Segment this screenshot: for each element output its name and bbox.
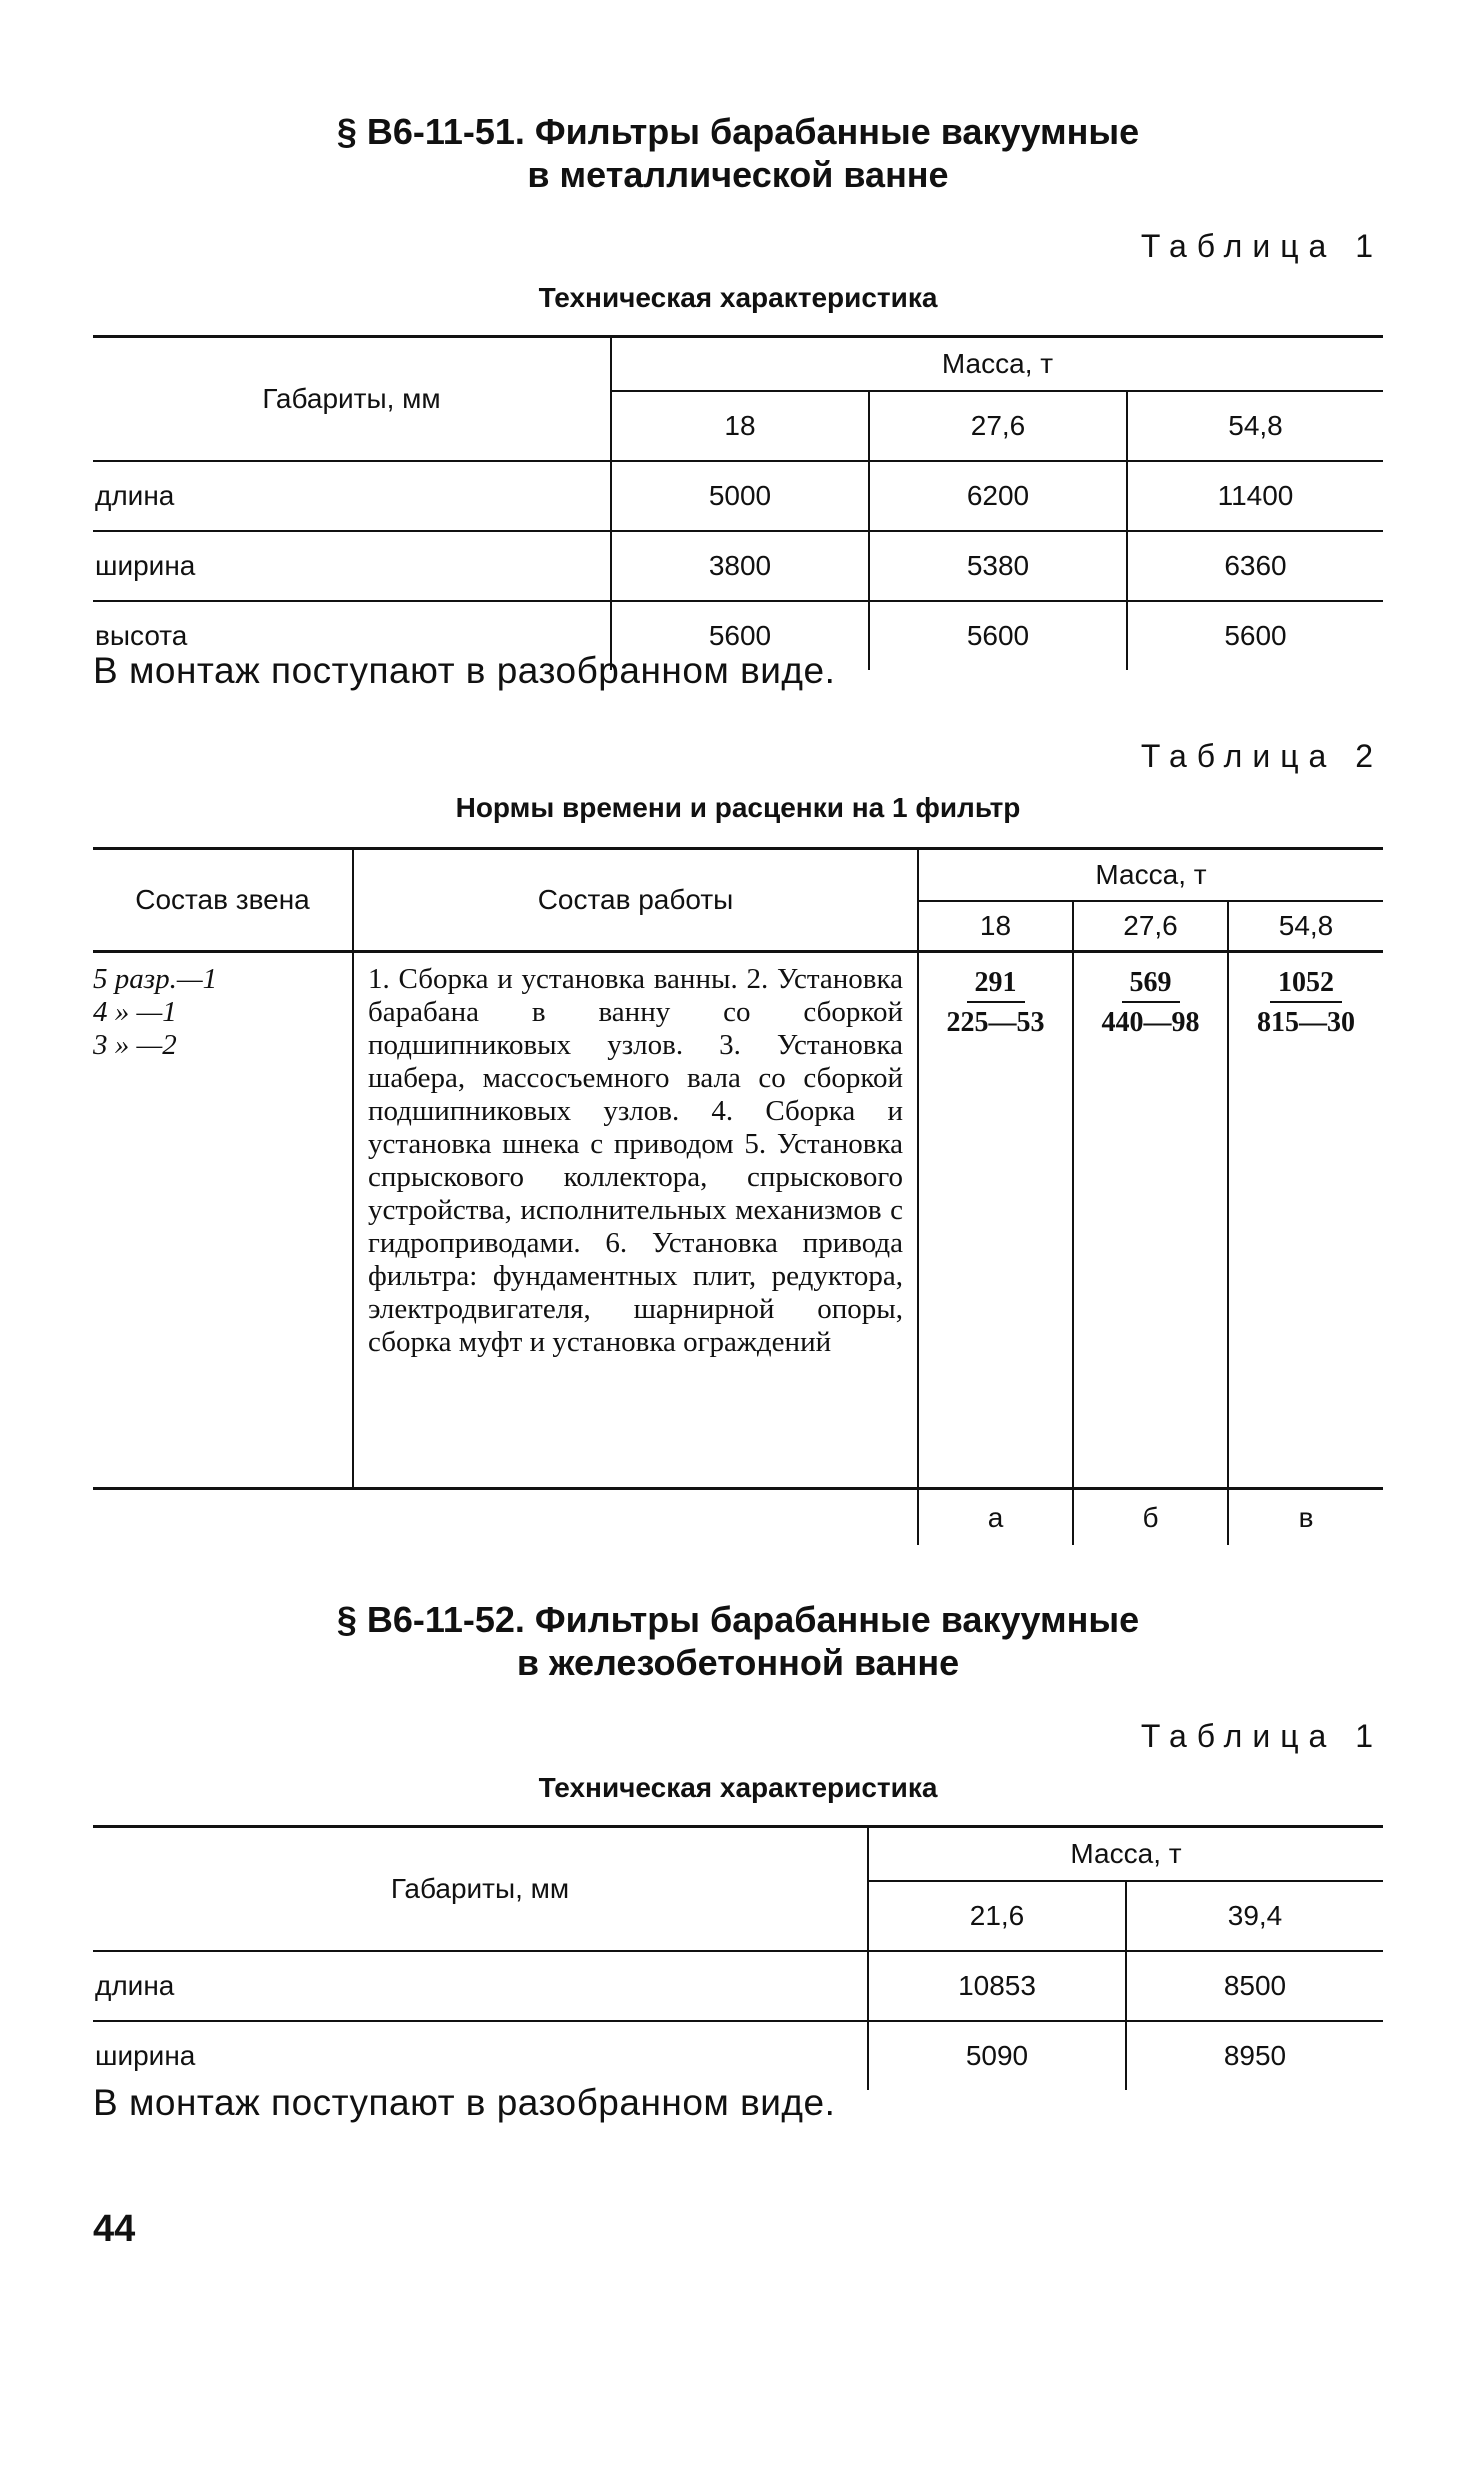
price-rate: 815—30 — [1257, 1007, 1355, 1038]
empty-cell — [93, 1489, 353, 1546]
table-row — [93, 461, 1383, 531]
row-label: длина — [93, 461, 611, 531]
page-number: 44 — [93, 2208, 136, 2250]
crew-line: 4 » —1 — [93, 996, 177, 1028]
table-row — [93, 1951, 1383, 2021]
section-title — [93, 110, 1383, 196]
norm-rate-cell — [1228, 952, 1383, 1489]
mass-header: Масса, т — [611, 337, 1383, 392]
cell-value: 5600 — [869, 601, 1127, 670]
mass-col-header: 39,4 — [1126, 1881, 1383, 1951]
column-index: б — [1073, 1489, 1228, 1546]
table-number: Таблица 1 — [1140, 1718, 1383, 1754]
cell-value: 11400 — [1127, 461, 1383, 531]
section-title — [93, 1598, 1383, 1684]
cell-value: 8950 — [1223, 2040, 1287, 2071]
table-row — [93, 531, 1383, 601]
tech-spec-table — [93, 1825, 1383, 2090]
cell-value: 6360 — [1127, 531, 1383, 601]
mass-header: Масса, т — [918, 849, 1383, 902]
cell-value: 6200 — [869, 461, 1127, 531]
row-label: высота — [93, 601, 611, 670]
cell-value: 5600 — [611, 601, 869, 670]
column-index: в — [1298, 1501, 1314, 1533]
table-number: Таблица 2 — [1140, 738, 1383, 774]
cell-value: 3800 — [611, 531, 869, 601]
mass-col-header: 54,8 — [1127, 391, 1383, 461]
empty-cell — [353, 1489, 918, 1546]
section-title-line2: в железобетонной ванне — [516, 1642, 960, 1683]
cell-value: 5000 — [611, 461, 869, 531]
norm-rate-cell — [1073, 952, 1228, 1489]
row-label: ширина — [93, 2021, 868, 2090]
row-label: ширина — [93, 531, 611, 601]
table-row — [93, 2021, 1383, 2090]
price-rate: 225—53 — [946, 1007, 1045, 1038]
table-number: Таблица 1 — [1140, 228, 1383, 264]
crew-line: 3 » —2 — [93, 1029, 177, 1061]
norms-table — [93, 847, 1383, 1545]
cell-value: 5090 — [868, 2021, 1126, 2090]
time-norm: 1052 — [1270, 967, 1342, 1003]
norm-rate-cell — [918, 952, 1073, 1489]
row-label: длина — [93, 1951, 868, 2021]
section-title-line1: § В6-11-52. Фильтры барабанные вакуумные — [336, 1599, 1140, 1640]
section-title-line2: в металлической ванне — [527, 154, 949, 195]
table-caption: Техническая характеристика — [538, 1772, 938, 1803]
mass-col-header: 18 — [611, 391, 869, 461]
time-norm: 569 — [1122, 967, 1180, 1003]
column-index: а — [918, 1489, 1073, 1546]
work-header: Состав работы — [353, 849, 918, 952]
mass-col-header: 27,6 — [1073, 901, 1228, 952]
cell-value: 5600 — [1224, 620, 1287, 651]
mass-col-header: 21,6 — [868, 1881, 1126, 1951]
table-caption: Техническая характеристика — [538, 282, 938, 313]
dims-header: Габариты, мм — [93, 1827, 868, 1952]
work-description: 1. Сборка и установка ванны. 2. Установка барабана в ванну со сборкой подшипниковых узлов. 3. Установка шабера, массосъемного вала со сборкой подшипниковых узлов. 4. Сборка и установка шнека с приводом 5. Установка спрыскового коллектора, спрыскового устройства, исполнительных механизмов с гидроприводами. 6. Установка привода фильтра: фундаментных плит, редуктора, электродвигателя, шарнирной опоры, сборка муфт и установка ограждений — [353, 952, 918, 1489]
crew-composition — [93, 952, 353, 1489]
crew-line: 5 разр.—1 — [93, 963, 218, 995]
crew-header: Состав звена — [93, 849, 353, 952]
section-title-line1: § В6-11-51. Фильтры барабанные вакуумные — [336, 111, 1140, 152]
table-row — [93, 952, 1383, 1489]
cell-value: 8500 — [1126, 1951, 1383, 2021]
mass-col-header: 27,6 — [869, 391, 1127, 461]
cell-value: 5380 — [869, 531, 1127, 601]
mass-col-header: 18 — [918, 901, 1073, 952]
mass-col-header: 54,8 — [1228, 901, 1383, 952]
tech-spec-table — [93, 335, 1383, 670]
table-caption: Нормы времени и расценки на 1 фильтр — [455, 792, 1021, 823]
assembly-note: В монтаж поступают в разобранном виде. — [93, 2082, 836, 2123]
mass-header: Масса, т — [868, 1827, 1383, 1882]
price-rate: 440—98 — [1101, 1007, 1200, 1038]
time-norm: 291 — [967, 967, 1025, 1003]
assembly-note: В монтаж поступают в разобранном виде. — [93, 650, 836, 691]
dims-header: Габариты, мм — [93, 337, 611, 462]
cell-value: 10853 — [868, 1951, 1126, 2021]
